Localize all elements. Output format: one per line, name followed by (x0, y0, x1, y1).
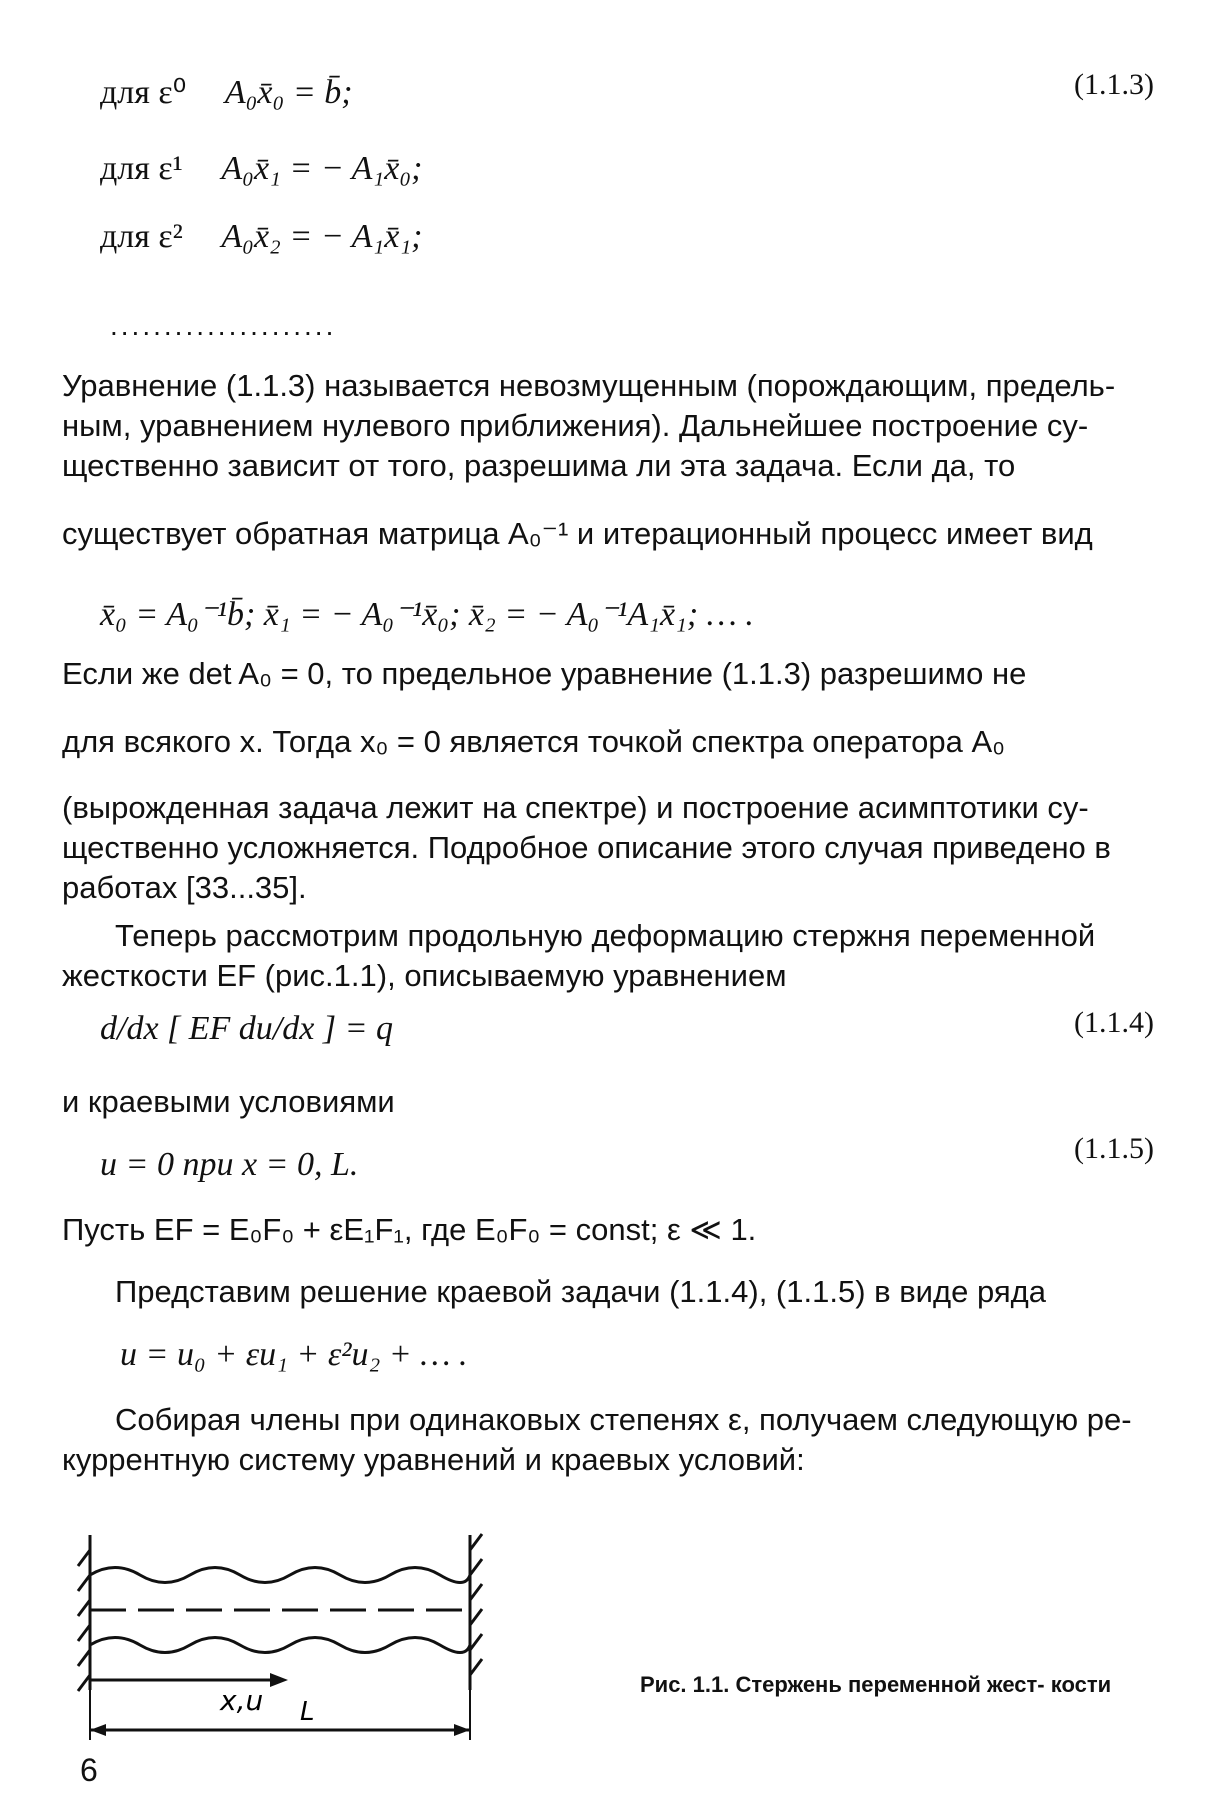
p1-line-0: Уравнение (1.1.3) называется невозмущенным (порождающим, предель- (62, 368, 1116, 403)
eq4-formula: d/dx [ EF du/dx ] = q (100, 1010, 394, 1047)
p2-line-4: работах [33...35]. (62, 870, 307, 905)
p6-line: Представим решение краевой задачи (1.1.4), (1.1.5) в виде ряда (115, 1274, 1046, 1309)
p5-line: Пусть EF = E₀F₀ + εE₁F₁, где E₀F₀ = const; ε ≪ 1. (62, 1212, 757, 1247)
p1-line-2: щественно зависит от того, разрешима ли эта задача. Если да, то (62, 448, 1016, 483)
continuation-dots: ..................... (110, 310, 337, 341)
eq-row-1 (100, 150, 422, 188)
p2-line-3: щественно усложняется. Подробное описание этого случая приведено в (62, 830, 1111, 865)
right-wall-hatch (470, 1534, 482, 1690)
eq-number-115: (1.1.5) (1074, 1132, 1154, 1165)
p1-line-1: ным, уравнением нулевого приближения). Дальнейшее построение су- (62, 408, 1089, 443)
dimension-arrow-left (90, 1724, 106, 1736)
eq-row-2-label: для ε² (100, 218, 183, 255)
length-label: L (300, 1697, 315, 1727)
p4-line: и краевыми условиями (62, 1084, 395, 1119)
axis-label: x,u (220, 1684, 264, 1717)
p7-line-0: Собирая члены при одинаковых степенях ε, получаем следующую ре- (115, 1402, 1132, 1437)
p2-line-2: (вырожденная задача лежит на спектре) и построение асимптотики су- (62, 790, 1089, 825)
page-number: 6 (80, 1752, 98, 1788)
eq-row-0 (100, 72, 353, 112)
p2-line-0: Если же det A₀ = 0, то предельное уравнение (1.1.3) разрешимо не (62, 656, 1027, 691)
rod-bottom-wavy-edge (90, 1638, 470, 1653)
axis-arrow-head (270, 1673, 288, 1687)
dimension-arrow-right (454, 1724, 470, 1736)
figure-caption: Рис. 1.1. Стержень переменной жест- кости (640, 1672, 1112, 1697)
series-formula: u = u₀ + εu₁ + ε²u₂ + … . (120, 1336, 468, 1373)
p3-line-1: жесткости EF (рис.1.1), описываемую уравнением (62, 958, 787, 993)
rod-top-wavy-edge (90, 1568, 470, 1583)
eq-number-113: (1.1.3) (1074, 68, 1154, 101)
eq5-formula: u = 0 при x = 0, L. (100, 1146, 359, 1183)
eq-row-1-formula: A₀x̄₁ = − A₁x̄₀; (221, 150, 423, 187)
eq-row-0-label: для ε⁰ (100, 74, 187, 111)
eq-row-0-formula: A₀x̄₀ = b̄; (224, 74, 353, 111)
iter-formula: x̄₀ = A₀⁻¹b̄; x̄₁ = − A₀⁻¹x̄₀; x̄₂ = − A₀⁻¹A₁x̄₁; … . (100, 596, 754, 633)
eq-row-1-label: для ε¹ (100, 150, 183, 187)
left-wall-hatch (78, 1535, 90, 1691)
eq-row-2-formula: A₀x̄₂ = − A₁x̄₁; (221, 218, 423, 255)
p2-line-1: для всякого x. Тогда x₀ = 0 является точкой спектра оператора A₀ (62, 724, 1006, 759)
p7-line-1: куррентную систему уравнений и краевых условий: (62, 1442, 805, 1477)
figure-rod-diagram (70, 1530, 510, 1770)
eq-row-2 (100, 218, 422, 256)
p3-line-0: Теперь рассмотрим продольную деформацию стержня переменной (115, 918, 1096, 953)
p1-line-3: существует обратная матрица A₀⁻¹ и итерационный процесс имеет вид (62, 516, 1093, 551)
eq-number-114: (1.1.4) (1074, 1006, 1154, 1039)
